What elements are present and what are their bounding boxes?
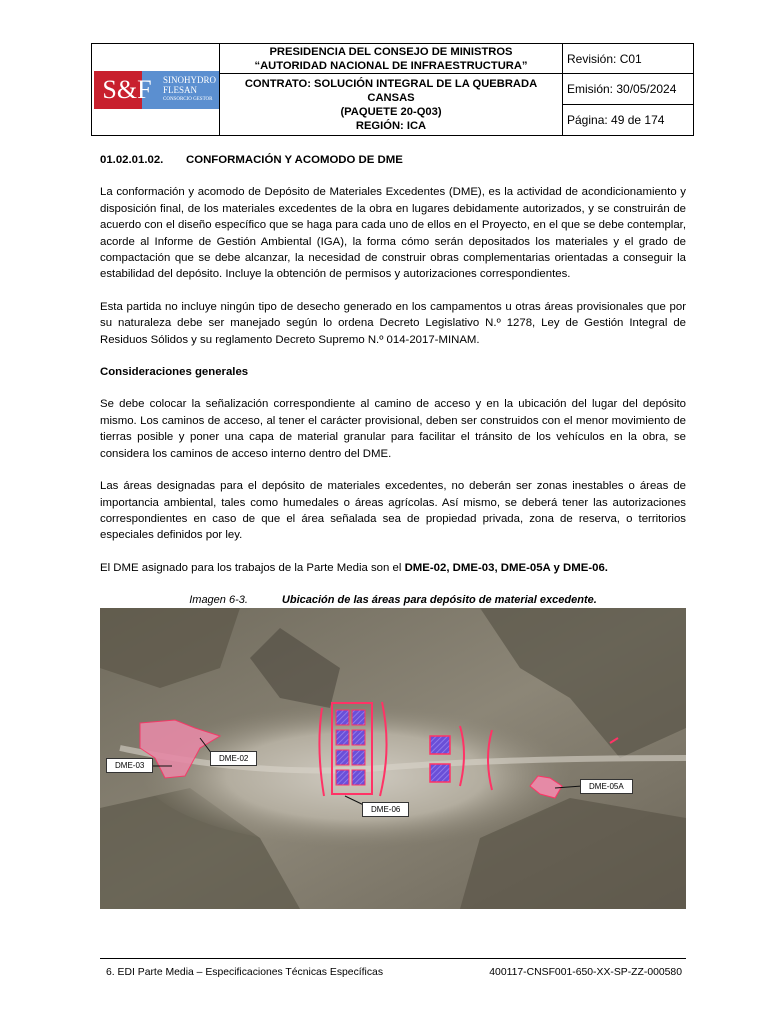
paragraph-2: Esta partida no incluye ningún tipo de desecho generado en los campamentos u otras áreas provisionales que por su naturaleza debe ser manejado según lo ordena Decreto Legislativo N.º 1278, Ley de Gestión Integral de Residuos Sólidos y su reglamento Decreto Supremo N.º 014-2017-MINAM. xyxy=(100,300,686,346)
contract-cell xyxy=(220,74,563,136)
map-graphic xyxy=(100,608,686,909)
document-header xyxy=(91,43,694,136)
logo-initials: S&F xyxy=(102,74,152,104)
paragraph-5 xyxy=(100,560,686,576)
section-heading xyxy=(100,152,686,168)
paragraph-3: Se debe colocar la señalización correspondiente al camino de acceso y en la ubicación del lugar del depósito mismo. Los caminos de acceso, al tener el carácter provisional, deben ser construidos con el menor movimiento de tierras posible y poner una capa de material granular para facilitar el tránsito de los vehículos en la obra, se considera los caminos de acceso interno dentro del DME. xyxy=(100,398,686,460)
contract-line2: (PAQUETE 20-Q03) xyxy=(340,105,442,118)
figure-caption xyxy=(100,592,686,608)
paragraph-5-text: El DME asignado para los trabajos de la Parte Media son el xyxy=(100,561,405,574)
header-title-line2: “AUTORIDAD NACIONAL DE INFRAESTRUCTURA” xyxy=(254,59,528,72)
page-footer xyxy=(100,958,686,978)
header-title-cell xyxy=(220,44,563,74)
logo-text xyxy=(160,71,219,109)
emission-cell: Emisión: 30/05/2024 xyxy=(563,74,694,105)
document-body xyxy=(100,146,686,615)
paragraph-1: La conformación y acomodo de Depósito de Materiales Excedentes (DME), es la actividad de acondicionamiento y disposición final, de los materiales excedentes de la obra en lugares debidamente autorizados, y se construirán de acuerdo con el diseño específico que se haga para cada uno de ellos en el Proyecto, en el que se debe contemplar, acorde al Informe de Gestión Ambiental (IGA), la forma cómo serán depositados los materiales y el grado de compactación que se debe alcanzar, la necesidad de construir obras complementarias orientadas a conseguir la estabilidad del depósito. Incluye la obtención de permisos y autorizaciones correspondientes. xyxy=(100,186,686,281)
logo-mark xyxy=(94,71,160,109)
callout-dme-06: DME-06 xyxy=(362,802,409,817)
figure-label: Imagen 6-3. xyxy=(189,594,248,607)
paragraph-4: Las áreas designadas para el depósito de materiales excedentes, no deberán ser zonas inestables o áreas de importancia ambiental, tales como humedales o áreas agrícolas. Así mismo, se deberá tener las autorizaciones correspondientes en caso de que el área señalada sea de propiedad privada, zona de reserva, o territorios especiales definidos por ley. xyxy=(100,480,686,542)
footer-right: 400117-CNSF001-650-XX-SP-ZZ-000580 xyxy=(489,967,682,978)
footer-left: 6. EDI Parte Media – Especificaciones Técnicas Específicas xyxy=(106,967,384,978)
logo-cell xyxy=(92,44,220,136)
subheading: Consideraciones generales xyxy=(100,366,249,379)
section-number: 01.02.01.02. xyxy=(100,154,164,166)
callout-dme-05a: DME-05A xyxy=(580,779,633,794)
callout-dme-02: DME-02 xyxy=(210,751,257,766)
revision-cell: Revisión: C01 xyxy=(563,44,694,74)
contract-line1: CONTRATO: SOLUCIÓN INTEGRAL DE LA QUEBRADA CANSAS xyxy=(244,77,538,104)
logo-name-2: FLESAN xyxy=(163,84,198,95)
section-title: CONFORMACIÓN Y ACOMODO DE DME xyxy=(186,154,403,166)
header-title-line1: PRESIDENCIA DEL CONSEJO DE MINISTROS xyxy=(269,45,513,58)
callout-dme-03: DME-03 xyxy=(106,758,153,773)
company-logo xyxy=(92,44,219,135)
figure-title: Ubicación de las áreas para depósito de material excedente. xyxy=(281,594,597,607)
contract-line3: REGIÓN: ICA xyxy=(355,119,427,132)
logo-name-1: SINOHYDRO xyxy=(163,74,217,85)
dme-02-cell xyxy=(430,736,450,754)
page-cell: Página: 49 de 174 xyxy=(563,105,694,136)
dme-list: DME-02, DME-03, DME-05A y DME-06. xyxy=(404,561,608,574)
satellite-map xyxy=(100,608,686,909)
logo-sub: CONSORCIO GESTOR xyxy=(163,96,213,102)
